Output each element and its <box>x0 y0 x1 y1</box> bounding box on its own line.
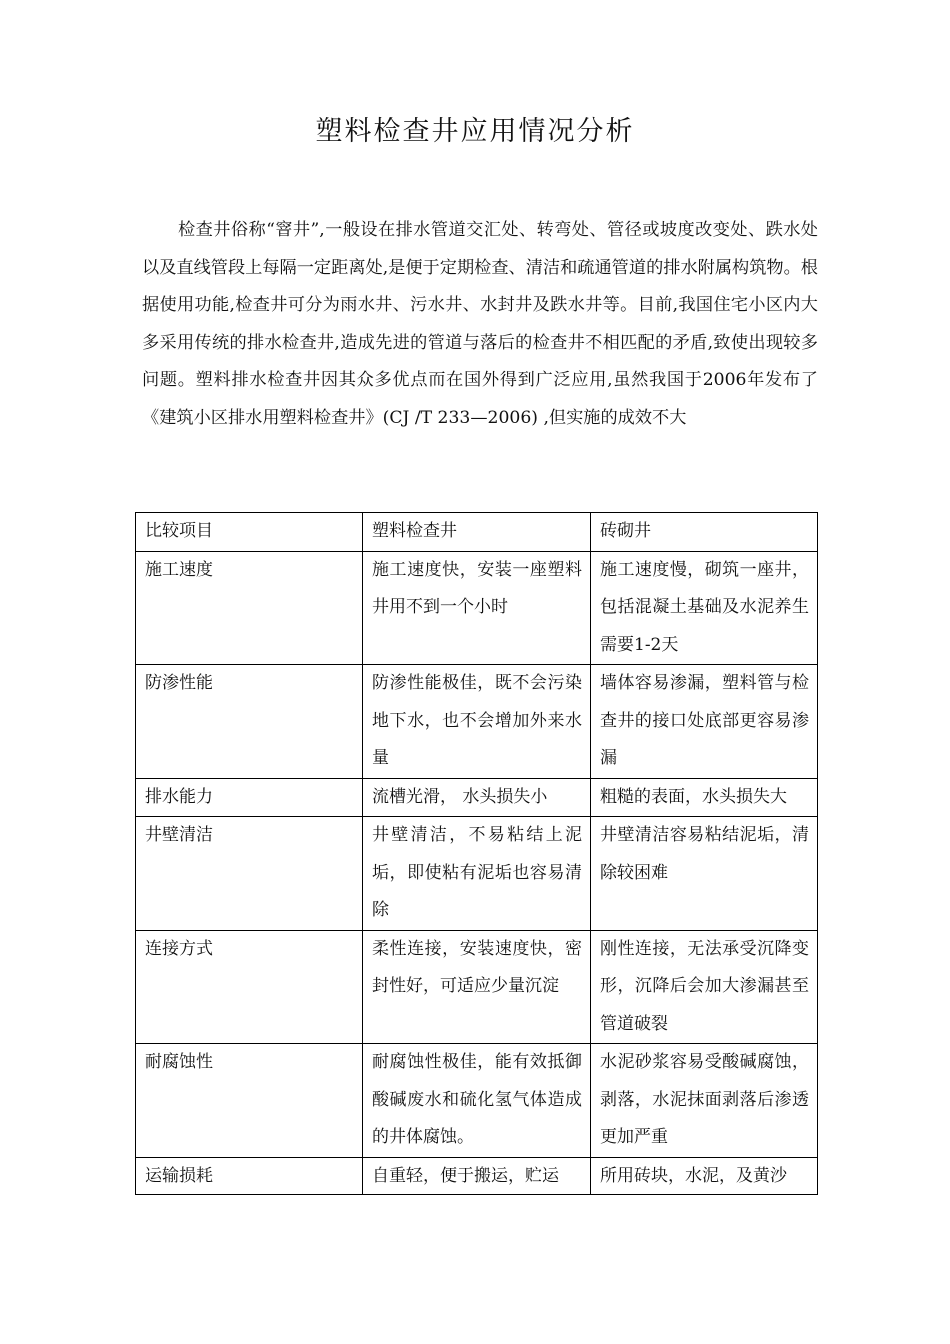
table-row <box>136 1044 818 1158</box>
row-label: 连接方式 <box>136 930 363 1044</box>
brick-cell: 井壁清洁容易粘结泥垢，清除较困难 <box>591 817 818 931</box>
brick-cell <box>591 1157 818 1194</box>
row-label: 施工速度 <box>136 551 363 665</box>
comparison-table-container <box>135 512 817 1195</box>
table-row <box>136 817 818 931</box>
brick-cell: 粗糙的表面，水头损失大 <box>591 778 818 817</box>
table-row <box>136 551 818 665</box>
plastic-cell: 防渗性能极佳，既不会污染地下水，也不会增加外来水量 <box>363 665 591 779</box>
header-cell-item: 比较项目 <box>136 513 363 552</box>
table-header-row <box>136 513 818 552</box>
table-row <box>136 778 818 817</box>
plastic-cell: 柔性连接，安装速度快，密封性好，可适应少量沉淀 <box>363 930 591 1044</box>
document-title: 塑料检查井应用情况分析 <box>315 116 635 147</box>
plastic-cell: 耐腐蚀性极佳，能有效抵御酸碱废水和硫化氢气体造成的井体腐蚀。 <box>363 1044 591 1158</box>
plastic-cell <box>363 1157 591 1194</box>
brick-cell-text: 所用砖块，水泥，及黄沙 <box>600 1165 787 1186</box>
plastic-cell: 井壁清洁，不易粘结上泥垢，即使粘有泥垢也容易清除 <box>363 817 591 931</box>
table-row <box>136 665 818 779</box>
row-label-text: 运输损耗 <box>145 1165 213 1186</box>
row-label: 耐腐蚀性 <box>136 1044 363 1158</box>
comparison-table <box>135 512 818 1195</box>
plastic-cell: 施工速度快，安装一座塑料井用不到一个小时 <box>363 551 591 665</box>
table-row <box>136 1157 818 1194</box>
row-label <box>136 1157 363 1194</box>
header-cell-brick: 砖砌井 <box>591 513 818 552</box>
row-label: 井壁清洁 <box>136 817 363 931</box>
table-row <box>136 930 818 1044</box>
brick-cell: 墙体容易渗漏，塑料管与检查井的接口处底部更容易渗漏 <box>591 665 818 779</box>
header-cell-plastic: 塑料检查井 <box>363 513 591 552</box>
brick-cell: 刚性连接，无法承受沉降变形，沉降后会加大渗漏甚至管道破裂 <box>591 930 818 1044</box>
intro-paragraph: 检查井俗称“窨井”,一般设在排水管道交汇处、转弯处、管径或坡度改变处、跌水处以及直线管段上每隔一定距离处,是便于定期检查、清洁和疏通管道的排水附属构筑物。根据使用功能,检查井可分为雨水井、污水井、水封井及跌水井等。目前,我国住宅小区内大多采用传统的排水检查井,造成先进的管道与落后的检查井不相匹配的矛盾,致使出现较多问题。塑料排水检查井因其众多优点而在国外得到广泛应用,虽然我国于2006年发布了《建筑小区排水用塑料检查井》(CJ /T 233—2006) ,但实施的成效不大 <box>142 220 818 428</box>
brick-cell: 施工速度慢，砌筑一座井，包括混凝土基础及水泥养生需要1-2天 <box>591 551 818 665</box>
plastic-cell: 流槽光滑， 水头损失小 <box>363 778 591 817</box>
plastic-cell-text: 自重轻，便于搬运，贮运 <box>372 1165 559 1186</box>
row-label: 防渗性能 <box>136 665 363 779</box>
row-label: 排水能力 <box>136 778 363 817</box>
brick-cell: 水泥砂浆容易受酸碱腐蚀，剥落，水泥抹面剥落后渗透更加严重 <box>591 1044 818 1158</box>
